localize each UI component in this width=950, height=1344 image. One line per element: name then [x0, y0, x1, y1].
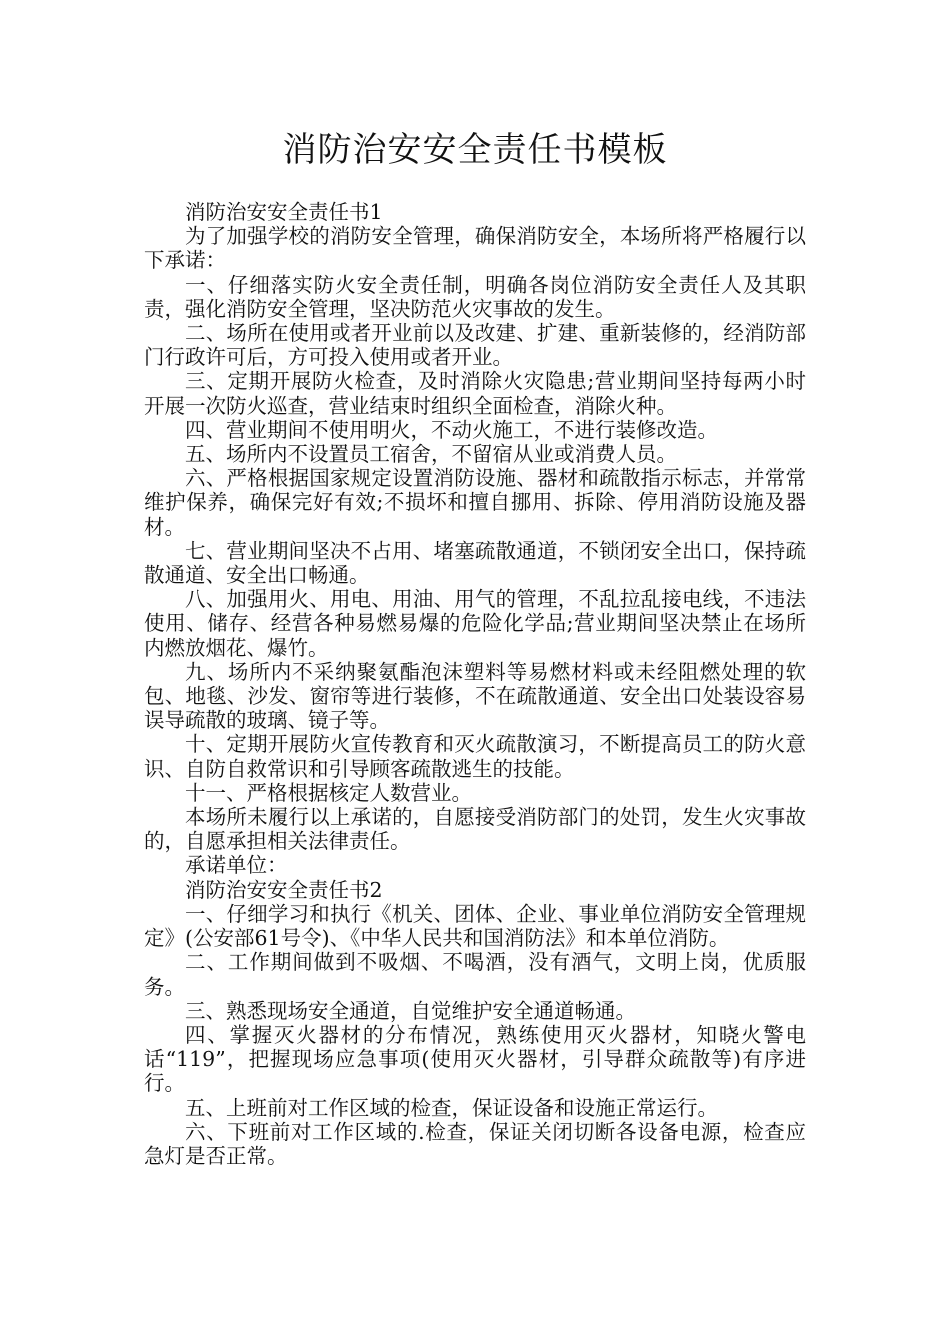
paragraph-heading-2: 消防治安安全责任书2	[185, 877, 383, 902]
paragraph: 七、营业期间坚决不占用、堵塞疏散通道，不锁闭安全出口，保持疏散通道、安全出口畅通。	[144, 538, 806, 588]
paragraph: 一、仔细落实防火安全责任制，明确各岗位消防安全责任人及其职责，强化消防安全管理，坚决防范火灾事故的发生。	[144, 272, 806, 321]
paragraph: 八、加强用火、用电、用油、用气的管理，不乱拉乱接电线，不违法使用、储存、经营各种易燃易爆的危险化学品;营业期间坚决禁止在场所内燃放烟花、爆竹。	[144, 587, 806, 660]
paragraph: 五、场所内不设置员工宿舍，不留宿从业或消费人员。	[185, 442, 677, 467]
paragraph: 三、熟悉现场安全通道，自觉维护安全通道畅通。	[185, 998, 636, 1023]
paragraph: 二、工作期间做到不吸烟、不喝酒，没有酒气，文明上岗，优质服务。	[144, 950, 806, 999]
paragraph: 十一、严格根据核定人数营业。	[185, 780, 472, 805]
signature-line: 承诺单位：	[185, 853, 288, 878]
document-title: 消防治安安全责任书模板	[282, 130, 668, 170]
paragraph: 十、定期开展防火宣传教育和灭火疏散演习，不断提高员工的防火意识、自防自救常识和引导顾客疏散逃生的技能。	[144, 732, 806, 781]
paragraph: 九、场所内不采纳聚氨酯泡沫塑料等易燃材料或未经阻燃处理的软包、地毯、沙发、窗帘等进行装修，不在疏散通道、安全出口处装设容易误导疏散的玻璃、镜子等。	[144, 659, 806, 733]
paragraph-heading-1: 消防治安安全责任书1	[185, 200, 383, 224]
paragraph: 六、严格根据国家规定设置消防设施、器材和疏散指示标志，并常常维护保养，确保完好有效;不损坏和擅自挪用、拆除、停用消防设施及器材。	[144, 466, 806, 539]
paragraph: 为了加强学校的消防安全管理，确保消防安全，本场所将严格履行以下承诺：	[144, 224, 806, 273]
paragraph: 本场所未履行以上承诺的，自愿接受消防部门的处罚，发生火灾事故的，自愿承担相关法律责任。	[144, 805, 806, 854]
paragraph: 四、营业期间不使用明火，不动火施工，不进行装修改造。	[185, 417, 718, 442]
paragraph: 二、场所在使用或者开业前以及改建、扩建、重新装修的，经消防部门行政许可后，方可投入使用或者开业。	[144, 321, 806, 370]
paragraph: 一、仔细学习和执行《机关、团体、企业、事业单位消防安全管理规定》(公安部61号令)、《中华人民共和国消防法》和本单位消防。	[144, 901, 806, 951]
paragraph: 六、下班前对工作区域的.检查，保证关闭切断各设备电源，检查应急灯是否正常。	[144, 1119, 806, 1168]
paragraph: 五、上班前对工作区域的检查，保证设备和设施正常运行。	[185, 1095, 718, 1120]
paragraph: 四、掌握灭火器材的分布情况，熟练使用灭火器材，知晓火警电话“119”，把握现场应急事项(使用灭火器材，引导群众疏散等)有序进行。	[144, 1022, 806, 1096]
paragraph: 三、定期开展防火检查，及时消除火灾隐患;营业期间坚持每两小时开展一次防火巡查，营业结束时组织全面检查，消除火种。	[144, 369, 806, 418]
document-body	[144, 200, 806, 1168]
